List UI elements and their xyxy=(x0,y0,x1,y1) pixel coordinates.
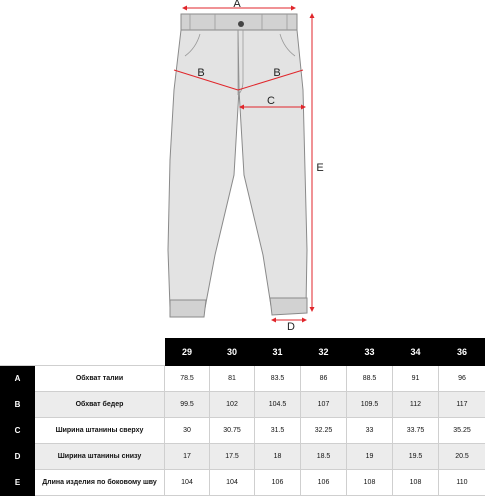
size-header-row xyxy=(1,339,485,366)
table-cell: 96 xyxy=(439,366,485,392)
table-cell: 32.25 xyxy=(301,418,347,444)
button-icon xyxy=(238,21,244,27)
row-measure-name: Обхват бедер xyxy=(35,392,165,418)
table-cell: 33 xyxy=(347,418,393,444)
table-cell: 104 xyxy=(165,470,210,496)
table-cell: 110 xyxy=(439,470,485,496)
table-row xyxy=(1,366,485,392)
table-cell: 78.5 xyxy=(165,366,210,392)
table-cell: 19 xyxy=(347,444,393,470)
table-cell: 117 xyxy=(439,392,485,418)
table-cell: 30 xyxy=(165,418,210,444)
label-c: C xyxy=(267,95,275,107)
table-cell: 102 xyxy=(210,392,255,418)
table-cell: 18.5 xyxy=(301,444,347,470)
table-cell: 81 xyxy=(210,366,255,392)
table-row xyxy=(1,392,485,418)
row-measure-name: Ширина штанины сверху xyxy=(35,418,165,444)
label-d: D xyxy=(287,321,295,333)
header-blank-name xyxy=(35,339,165,366)
row-measure-name: Ширина штанины снизу xyxy=(35,444,165,470)
size-header: 29 xyxy=(165,339,210,366)
table-cell: 104.5 xyxy=(255,392,301,418)
table-cell: 112 xyxy=(393,392,439,418)
header-blank-letter xyxy=(1,339,35,366)
table-cell: 19.5 xyxy=(393,444,439,470)
label-b-right: B xyxy=(273,67,281,79)
table-cell: 31.5 xyxy=(255,418,301,444)
table-cell: 30.75 xyxy=(210,418,255,444)
size-header: 33 xyxy=(347,339,393,366)
size-table xyxy=(0,338,485,496)
row-letter: A xyxy=(1,366,35,392)
table-row xyxy=(1,470,485,496)
table-cell: 17 xyxy=(165,444,210,470)
size-header: 32 xyxy=(301,339,347,366)
table-cell: 86 xyxy=(301,366,347,392)
right-cuff xyxy=(270,298,307,315)
label-b-left: B xyxy=(197,67,205,79)
table-cell: 109.5 xyxy=(347,392,393,418)
row-letter: C xyxy=(1,418,35,444)
label-a: A xyxy=(233,0,241,10)
size-header: 31 xyxy=(255,339,301,366)
table-cell: 83.5 xyxy=(255,366,301,392)
size-header: 30 xyxy=(210,339,255,366)
table-cell: 104 xyxy=(210,470,255,496)
table-cell: 33.75 xyxy=(393,418,439,444)
trousers-drawing xyxy=(168,14,307,317)
table-cell: 88.5 xyxy=(347,366,393,392)
left-cuff xyxy=(170,300,206,317)
table-cell: 35.25 xyxy=(439,418,485,444)
table-cell: 99.5 xyxy=(165,392,210,418)
row-measure-name: Длина изделия по боковому шву xyxy=(35,470,165,496)
table-row xyxy=(1,418,485,444)
label-e: E xyxy=(316,162,324,174)
table-cell: 106 xyxy=(255,470,301,496)
table-cell: 18 xyxy=(255,444,301,470)
table-cell: 108 xyxy=(347,470,393,496)
size-header: 36 xyxy=(439,339,485,366)
table-cell: 108 xyxy=(393,470,439,496)
row-letter: E xyxy=(1,470,35,496)
row-measure-name: Обхват талии xyxy=(35,366,165,392)
table-cell: 20.5 xyxy=(439,444,485,470)
table-cell: 17.5 xyxy=(210,444,255,470)
table-row xyxy=(1,444,485,470)
row-letter: B xyxy=(1,392,35,418)
row-letter: D xyxy=(1,444,35,470)
table-cell: 91 xyxy=(393,366,439,392)
table-cell: 107 xyxy=(301,392,347,418)
size-header: 34 xyxy=(393,339,439,366)
table-cell: 106 xyxy=(301,470,347,496)
